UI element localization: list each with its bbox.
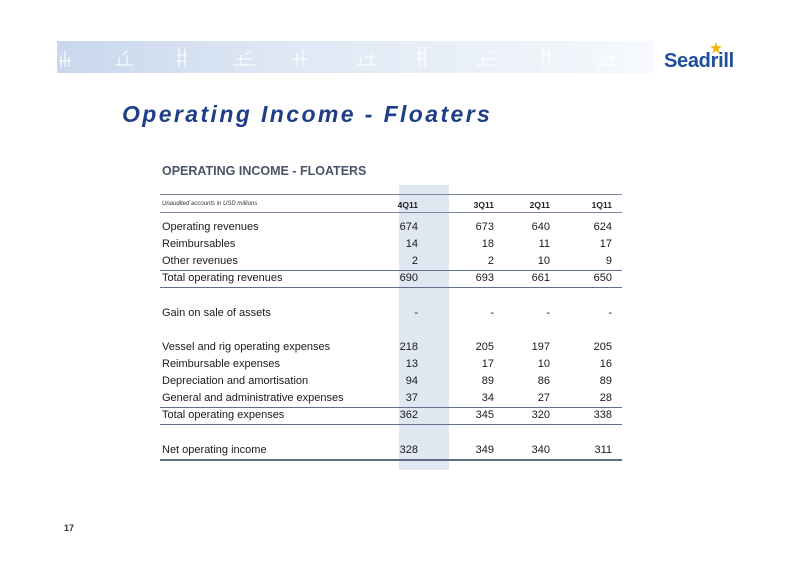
cell-value: - — [608, 307, 612, 319]
cell-value: - — [490, 307, 494, 319]
table-row — [0, 375, 800, 391]
table-row — [0, 358, 800, 374]
cell-value: 10 — [537, 255, 550, 267]
row-label: General and administrative expenses — [162, 392, 344, 404]
cell-value: 2 — [411, 255, 418, 267]
table-row — [0, 341, 800, 357]
row-label: Net operating income — [162, 444, 267, 456]
row-label: Operating revenues — [162, 221, 259, 233]
cell-value: 690 — [399, 272, 418, 284]
row-label: Reimbursables — [162, 238, 236, 250]
cell-value: 218 — [399, 341, 418, 353]
cell-value: 650 — [593, 272, 612, 284]
cell-value: 18 — [481, 238, 494, 250]
table-row-total — [0, 409, 800, 425]
cell-value: 37 — [405, 392, 418, 404]
cell-value: 640 — [531, 221, 550, 233]
cell-value: 28 — [599, 392, 612, 404]
subtotal-rule — [160, 270, 622, 271]
row-label: Vessel and rig operating expenses — [162, 341, 331, 353]
cell-value: 9 — [605, 255, 612, 267]
column-header-1q11: 1Q11 — [591, 200, 612, 210]
column-header-4q11: 4Q11 — [397, 200, 418, 210]
cell-value: 89 — [599, 375, 612, 387]
cell-value: 14 — [405, 238, 418, 250]
net-income-rule — [160, 459, 622, 461]
cell-value: 328 — [399, 444, 418, 456]
cell-value: 86 — [537, 375, 550, 387]
cell-value: 17 — [481, 358, 494, 370]
cell-value: 16 — [599, 358, 612, 370]
cell-value: 673 — [475, 221, 494, 233]
table-row — [0, 238, 800, 254]
cell-value: 2 — [487, 255, 494, 267]
cell-value: 205 — [593, 341, 612, 353]
cell-value: 11 — [538, 238, 550, 250]
total-rule — [160, 287, 622, 288]
column-header-3q11: 3Q11 — [473, 200, 494, 210]
cell-value: 338 — [593, 409, 612, 421]
cell-value: 17 — [599, 238, 612, 250]
cell-value: 311 — [594, 444, 612, 456]
cell-value: 205 — [475, 341, 494, 353]
cell-value: 693 — [475, 272, 494, 284]
cell-value: 89 — [481, 375, 494, 387]
header-top-rule — [160, 194, 622, 195]
cell-value: - — [414, 307, 418, 319]
seadrill-logo — [664, 44, 744, 74]
subtotal-rule — [160, 407, 622, 408]
unit-note: Unaudited accounts in USD millions — [162, 201, 258, 207]
logo-text: Seadrill — [664, 50, 734, 72]
cell-value: 34 — [481, 392, 494, 404]
cell-value: 197 — [531, 341, 550, 353]
row-label: Total operating expenses — [162, 409, 285, 421]
cell-value: 13 — [405, 358, 418, 370]
cell-value: 349 — [475, 444, 494, 456]
cell-value: 362 — [399, 409, 418, 421]
table-row-net — [0, 444, 800, 460]
table-row — [0, 392, 800, 408]
cell-value: - — [546, 307, 550, 319]
cell-value: 320 — [531, 409, 550, 421]
cell-value: 624 — [593, 221, 612, 233]
header-bottom-rule — [160, 212, 622, 213]
row-label: Gain on sale of assets — [162, 307, 271, 319]
row-label: Reimbursable expenses — [162, 358, 281, 370]
star-icon — [710, 42, 722, 54]
cell-value: 674 — [399, 221, 418, 233]
row-label: Other revenues — [162, 255, 238, 267]
table-row — [0, 307, 800, 323]
cell-value: 661 — [531, 272, 550, 284]
header-banner — [57, 41, 654, 73]
row-label: Total operating revenues — [162, 272, 283, 284]
table-row — [0, 221, 800, 237]
cell-value: 340 — [531, 444, 550, 456]
page-title: Operating Income - Floaters — [122, 101, 493, 127]
column-header-2q11: 2Q11 — [529, 200, 550, 210]
table-title: OPERATING INCOME - FLOATERS — [162, 164, 367, 178]
cell-value: 94 — [405, 375, 418, 387]
row-label: Depreciation and amortisation — [162, 375, 309, 387]
total-rule — [160, 424, 622, 425]
page-number: 17 — [64, 523, 75, 533]
oil-rig-pattern-icon — [57, 41, 654, 73]
table-row — [0, 255, 800, 271]
cell-value: 10 — [537, 358, 550, 370]
table-row-total — [0, 272, 800, 288]
cell-value: 345 — [475, 409, 494, 421]
cell-value: 27 — [537, 392, 550, 404]
